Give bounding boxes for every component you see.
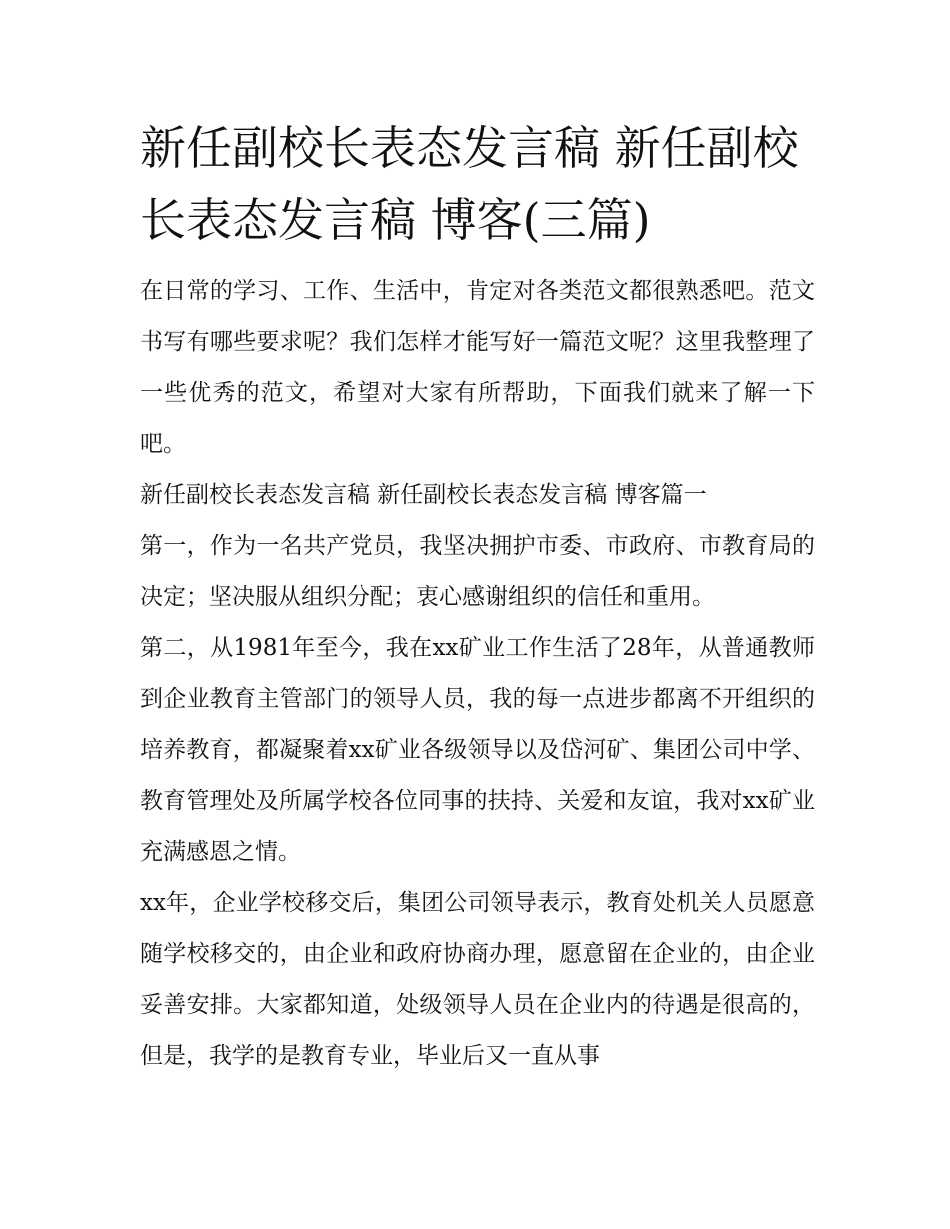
document-title: 新任副校长表态发言稿 新任副校长表态发言稿 博客(三篇) [140,121,799,247]
section-heading: 新任副校长表态发言稿 新任副校长表态发言稿 博客篇一 [140,482,707,508]
document-body [140,112,815,1082]
body-paragraph: xx年，企业学校移交后，集团公司领导表示，教育处机关人员愿意随学校移交的，由企业和政府协商办理，愿意留在企业的，由企业妥善安排。大家都知道，处级领导人员在企业内的待遇是很高的，但是，我学的是教育专业，毕业后又一直从事 [140,890,815,1069]
body-paragraph: 第二，从1981年至今，我在xx矿业工作生活了28年，从普通教师到企业教育主管部门的领导人员，我的每一点进步都离不开组织的培养教育，都凝聚着xx矿业各级领导以及岱河矿、集团公司中学、教育管理处及所属学校各位同事的扶持、关爱和友谊，我对xx矿业充满感恩之情。 [140,635,815,865]
intro-paragraph: 在日常的学习、工作、生活中，肯定对各类范文都很熟悉吧。范文书写有哪些要求呢？我们怎样才能写好一篇范文呢？这里我整理了一些优秀的范文，希望对大家有所帮助，下面我们就来了解一下吧。 [140,278,815,457]
body-paragraph: 第一，作为一名共产党员，我坚决拥护市委、市政府、市教育局的决定；坚决服从组织分配；衷心感谢组织的信任和重用。 [140,533,815,610]
